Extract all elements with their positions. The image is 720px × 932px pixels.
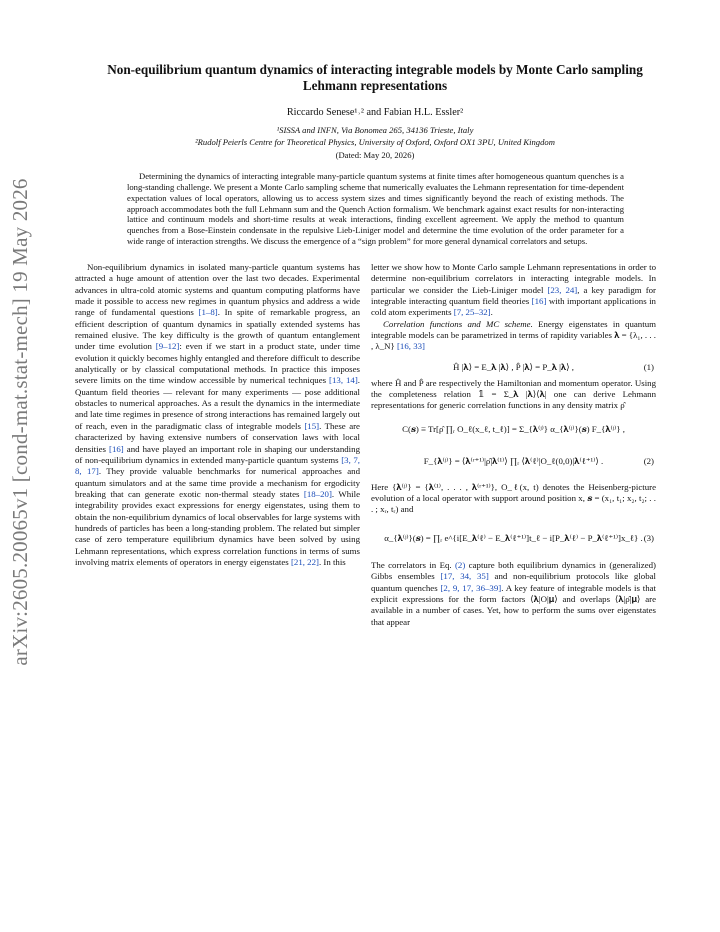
citation-link[interactable]: [18–20]: [303, 488, 332, 499]
text-run: where Ĥ and P̂ are respectively the Hamiltonian and momentum operator. Using the completeness relation 𝟙 = Σ_𝛌 |𝛌⟩⟨𝛌| one can derive Lehmann representations for generic correlation functions in any density matrix ρ̂: [371, 377, 656, 411]
citation-link[interactable]: [21, 22]: [290, 556, 319, 567]
affiliation-1: ¹SISSA and INFN, Via Bonomea 265, 34136 Trieste, Italy: [276, 125, 474, 135]
equation-number: (2): [643, 455, 654, 466]
citation-link[interactable]: [13, 14]: [329, 375, 358, 386]
text-run: Here {𝛌⁽ʲ⁾} = {𝛌⁽¹⁾, . . . , 𝛌⁽ʳ⁺¹⁾}, O_ℓ(x, t) denotes the Heisenberg-picture evolution of a local operator with support around position x, 𝒔 = (x₁, t₁; x₂, t₂; . . . ; xᵣ, tᵣ) and: [371, 481, 656, 515]
body-paragraph: [371, 378, 656, 412]
affiliation-2: ²Rudolf Peierls Centre for Theoretical Physics, University of Oxford, Oxford OX1 3PU, United Kingdom: [195, 137, 555, 147]
paper-title: Non-equilibrium quantum dynamics of interacting integrable models by Monte Carlo sampling Lehmann representations: [107, 62, 643, 93]
body-paragraph: [371, 482, 656, 516]
text-run: . In this: [318, 556, 346, 567]
text-run: with important applications in cold atom experiments: [371, 296, 656, 318]
text-run: : even if we start in a product state, under time evolution it quickly becomes highly entangled and therefore difficult to describe analytically or by classical computational methods. In practice this imposes severe limits on the time window accessible by numerical techniques: [75, 341, 360, 386]
text-run: . Quantum field theories — relevant for many experiments — pose additional obstacles to numerical approaches. As a result the dynamics in the intermediate and late time regimes in presence of strong interactions has remained largely out of reach, even in the paradigmatic class of integrable models: [75, 375, 360, 431]
equation-body: F_{𝛌⁽ʲ⁾} = ⟨𝛌⁽ʳ⁺¹⁾|ρ̂|𝛌⁽¹⁾⟩ ∏ᵣ ⟨𝛌⁽ℓ⁾|O_ℓ(0,0)|𝛌⁽ℓ⁺¹⁾⟩ .: [423, 455, 604, 466]
equation-body: Ĥ |𝛌⟩ = E_𝛌 |𝛌⟩ , P̂ |𝛌⟩ = P_𝛌 |𝛌⟩ ,: [453, 361, 574, 372]
citation-link[interactable]: (2): [454, 559, 466, 570]
citation-link[interactable]: [15]: [304, 420, 320, 431]
text-run: The correlators in Eq.: [371, 559, 455, 570]
citation-link[interactable]: [16]: [531, 296, 547, 307]
text-run: letter we show how to Monte Carlo sample Lehmann representations in order to determine non-equilibrium correlators in interacting integrable models. In particular we consider the Lieb-Liniger model: [371, 262, 656, 295]
citation-link[interactable]: [17, 34, 35]: [440, 571, 489, 582]
text-run: capture both equilibrium dynamics in (generalized) Gibbs ensembles: [371, 559, 656, 582]
intro-paragraph: [75, 262, 360, 568]
right-column: [371, 262, 656, 628]
equation-body: C(𝒔) ≡ Tr[ρ̂ ∏ᵣ O_ℓ(x_ℓ, t_ℓ)] = Σ_{𝛌⁽ʲ⁾} α_{𝛌⁽ʲ⁾}(𝒔) F_{𝛌⁽ʲ⁾} ,: [402, 423, 625, 434]
text-run: and have played an important role in shaping our understanding of non-equilibrium dynamics in extended many-particle quantum systems: [75, 443, 360, 465]
citation-link[interactable]: [23, 24]: [547, 284, 578, 295]
text-run: , a key paradigm for integrable interacting quantum field theories: [371, 284, 657, 307]
text-run: Non-equilibrium dynamics in isolated many-particle quantum systems has attracted a huge amount of attention over the last two decades. Experimental advances in ultra-cold atomic systems and quantum computing platforms have made it possible to access new regimes in quantum physics and address a wide range of fundamental questions: [75, 262, 360, 318]
author-list: Riccardo Senese¹˒² and Fabian H.L. Essler²: [286, 107, 464, 118]
section-heading: Correlation functions and MC scheme.: [383, 318, 533, 329]
section-paragraph: [371, 319, 656, 353]
body-paragraph: [371, 560, 656, 628]
equation-1: [371, 356, 656, 378]
text-run: . They provide valuable benchmarks for numerical approaches and quantum simulators and at the same time provide a mechanism for ergodicity breaking that can generate exotic non-thermal steady states: [75, 466, 360, 499]
text-run: . While integrability provides exact expressions for energy eigenstates, using them to obtain the non-equilibrium dynamics of local observables for large systems with hundreds of particles has been a long-standing problem. The related but simpler case of zero temperature equilibrium dynamics have been solved by using Lehmann representations, which express correlation functions in terms of sums involving matrix elements of operators in energy eigenstates: [75, 488, 360, 567]
text-run: and non-equilibrium protocols like global quantum quenches: [371, 571, 656, 593]
intro-continuation: [371, 262, 656, 319]
equation-2a: [371, 412, 656, 446]
date-line: (Dated: May 20, 2026): [335, 150, 415, 160]
text-run: .: [490, 307, 493, 318]
citation-link[interactable]: [16, 33]: [396, 341, 425, 352]
citation-link[interactable]: [3, 7, 8, 17]: [75, 454, 361, 477]
equation-number: (1): [643, 361, 654, 372]
citation-link[interactable]: [16]: [109, 443, 124, 454]
text-run: . A key feature of integrable models is that explicit expressions for the form factors ⟨𝛌|O|𝛍⟩ and overlaps ⟨𝛌|ρ̂|𝛍⟩ are available in a number of cases. Yet, how to perform the sums over eigenstates that appear: [371, 582, 656, 627]
equation-3: [371, 522, 656, 554]
text-run: . In spite of remarkable progress, an efficient description of quantum dynamics in spatially extended systems has remained elusive. The key difficulty is the growth of quantum entanglement under time evolution: [75, 307, 360, 352]
citation-link[interactable]: [9–12]: [155, 341, 180, 352]
text-run: Energy eigenstates in quantum integrable models can be parametrized in terms of rapidity variables 𝛌 = {λ₁, . . . , λ_N}: [371, 318, 656, 352]
equation-number: (3): [643, 532, 654, 543]
citation-link[interactable]: [7, 25–32]: [453, 307, 491, 318]
abstract: Determining the dynamics of interacting integrable many-particle quantum systems at finite times after homogeneous quantum quenches is a long-standing challenge. We present a Monte Carlo sampling scheme that numerically evaluates the Lehmann representation for time-dependent expectation values of local operators, allowing us to access system sizes and times significantly beyond the reach of existing methods. The approach accommodates both the full Lehmann sum and the Quench Action formalism. We benchmark against exact results for non-interacting lattice and continuum models and short-time results at weak interactions, finding excellent agreement. We apply the method to quantum quenches from a Bose-Einstein condensate in the repulsive Lieb-Liniger model and determine the time evolution of the order parameter for a wide range of interaction strengths. We discuss the emergence of a “sign problem” for more general dynamical correlators and setups.: [127, 171, 624, 247]
citation-link[interactable]: [1–8]: [198, 307, 218, 318]
arxiv-identifier: arXiv:2605.20065v1 [cond-mat.stat-mech] 19 May 2026: [8, 178, 32, 666]
text-run: . These are characterized by having extensive numbers of conservation laws with local densities: [75, 420, 360, 454]
left-column: [75, 262, 360, 568]
equation-body: α_{𝛌⁽ʲ⁾}(𝒔) = ∏ᵣ e^{i[E_𝛌⁽ℓ⁾ − E_𝛌⁽ℓ⁺¹⁾]t_ℓ − i[P_𝛌⁽ℓ⁾ − P_𝛌⁽ℓ⁺¹⁾]x_ℓ} .: [384, 532, 643, 543]
citation-link[interactable]: [2, 9, 17, 36–39]: [440, 582, 502, 593]
equation-2b: [371, 446, 656, 476]
